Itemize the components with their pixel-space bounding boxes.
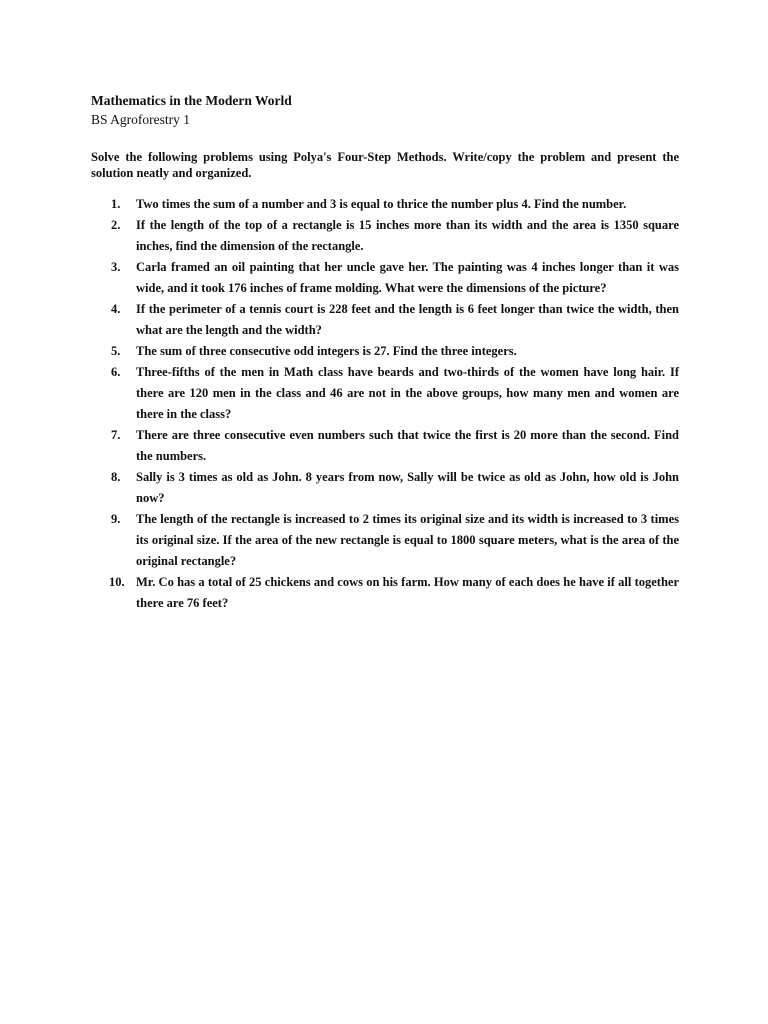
problem-item: [91, 509, 679, 572]
document-page: [91, 92, 679, 614]
problem-item: [91, 467, 679, 509]
problem-number: 4.: [111, 302, 121, 316]
problem-number: 9.: [111, 512, 121, 526]
problem-item: [91, 257, 679, 299]
problem-text: Sally is 3 times as old as John. 8 years from now, Sally will be twice as old as John, how old is John now?: [136, 470, 679, 505]
problem-number: 1.: [111, 197, 121, 211]
problem-text: There are three consecutive even numbers such that twice the first is 20 more than the second. Find the numbers.: [136, 428, 679, 463]
problem-text: Mr. Co has a total of 25 chickens and cows on his farm. How many of each does he have if all together there are 76 feet?: [136, 575, 679, 610]
problem-number: 8.: [111, 470, 121, 484]
problem-number: 10.: [109, 575, 125, 589]
problem-text: Three-fifths of the men in Math class have beards and two-thirds of the women have long hair. If there are 120 men in the class and 46 are not in the above groups, how many men and women are there in the class?: [136, 365, 679, 421]
instructions-paragraph: Solve the following problems using Polya's Four-Step Methods. Write/copy the problem and present the solution neatly and organized.: [91, 150, 679, 180]
problem-text: Two times the sum of a number and 3 is equal to thrice the number plus 4. Find the number.: [136, 197, 627, 211]
problem-number: 2.: [111, 218, 121, 232]
problem-text: Carla framed an oil painting that her uncle gave her. The painting was 4 inches longer than it was wide, and it took 176 inches of frame molding. What were the dimensions of the picture?: [136, 260, 679, 295]
problem-item: [91, 425, 679, 467]
problem-text: If the length of the top of a rectangle is 15 inches more than its width and the area is 1350 square inches, find the dimension of the rectangle.: [136, 218, 679, 253]
document-title: Mathematics in the Modern World: [91, 93, 292, 108]
problem-item: [91, 299, 679, 341]
problem-item: [91, 572, 679, 614]
problem-item: [91, 362, 679, 425]
problem-item: [91, 341, 679, 362]
problem-item: [91, 215, 679, 257]
problem-text: The length of the rectangle is increased to 2 times its original size and its width is increased to 3 times its original size. If the area of the new rectangle is equal to 1800 square meters, what is the area of the original rectangle?: [136, 512, 679, 568]
document-subtitle: BS Agroforestry 1: [91, 112, 190, 127]
problem-number: 7.: [111, 428, 121, 442]
problem-number: 3.: [111, 260, 121, 274]
problem-text: The sum of three consecutive odd integers is 27. Find the three integers.: [136, 344, 517, 358]
problem-text: If the perimeter of a tennis court is 228 feet and the length is 6 feet longer than twice the width, then what are the length and the width?: [136, 302, 679, 337]
problem-list: [91, 194, 679, 614]
problem-number: 5.: [111, 344, 121, 358]
problem-item: [91, 194, 679, 215]
problem-number: 6.: [111, 365, 121, 379]
